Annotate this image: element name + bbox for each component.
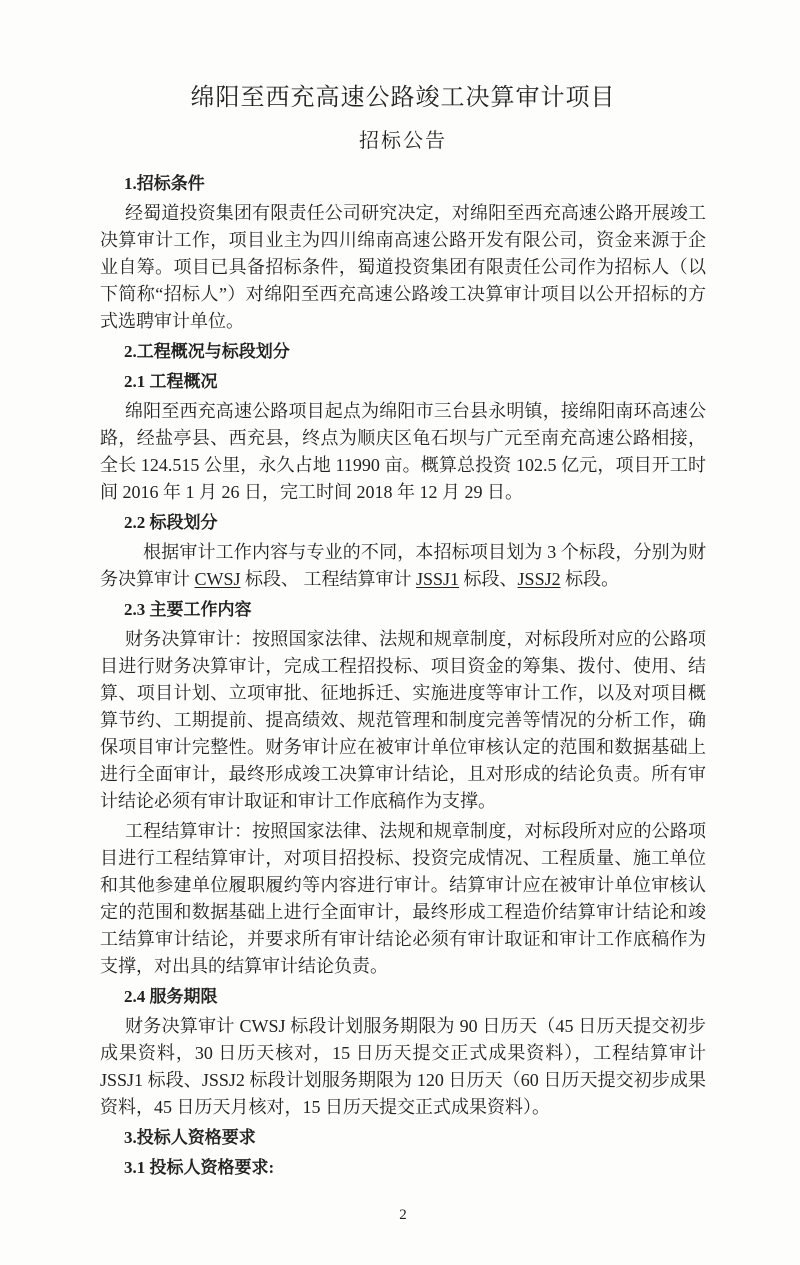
- lot-cwsj: CWSJ: [194, 569, 241, 589]
- section-3-1-heading: 3.1 投标人资格要求:: [124, 1158, 275, 1177]
- text: 标段。: [560, 569, 620, 589]
- section-2-4-heading: 2.4 服务期限: [124, 987, 218, 1006]
- document-title: 绵阳至西充高速公路竣工决算审计项目: [190, 85, 616, 111]
- section-2-1-heading: 2.1 工程概况: [124, 372, 218, 391]
- section-2-4-text: 财务决算审计 CWSJ 标段计划服务期限为 90 日历天（45 日历天提交初步成果资料，30 日历天核对，15 日历天提交正式成果资料），工程结算审计 JSSJ1 标段、JSSJ2 标段计划服务期限为 120 日历天（60 日历天提交初步成果资料，45 日历天月核对，15 日历天提交正式成果资料）。: [100, 1016, 706, 1117]
- text: 标段、: [459, 569, 518, 589]
- lot-jssj2: JSSJ2: [517, 569, 561, 589]
- section-2-1-text: 绵阳至西充高速公路项目起点为绵阳市三台县永明镇，接绵阳南环高速公路，经盐亭县、西充县，终点为顺庆区龟石坝与广元至南充高速公路相接，全长 124.515 公里，永久占地 11990 亩。概算总投资 102.5 亿元，项目开工时间 2016 年 1 月 26 日，完工时间 2018 年 12 月 29 日。: [100, 401, 706, 502]
- section-2-2-heading: 2.2 标段划分: [124, 513, 218, 532]
- section-2-2-text: [100, 539, 706, 593]
- section-1-text: 经蜀道投资集团有限责任公司研究决定，对绵阳至西充高速公路开展竣工决算审计工作，项目业主为四川绵南高速公路开发有限公司，资金来源于企业自筹。项目已具备招标条件，蜀道投资集团有限责任公司作为招标人（以下简称“招标人”）对绵阳至西充高速公路竣工决算审计项目以公开招标的方式选聘审计单位。: [100, 203, 706, 331]
- text: 根据审计工作内容与专业的不同，本招标项目划为 3 个标段，分别为财务决算审计: [100, 542, 706, 589]
- section-3-heading: 3.投标人资格要求: [124, 1128, 256, 1147]
- section-2-3-financial-audit: 财务决算审计：按照国家法律、法规和规章制度，对标段所对应的公路项目进行财务决算审计，完成工程招投标、项目资金的筹集、拨付、使用、结算、项目计划、立项审批、征地拆迁、实施进度等审计工作，以及对项目概算节约、工期提前、提高绩效、规范管理和制度完善等情况的分析工作，确保项目审计完整性。财务审计应在被审计单位审核认定的范围和数据基础上进行全面审计，最终形成竣工决算审计结论，且对形成的结论负责。所有审计结论必须有审计取证和审计工作底稿作为支撑。: [100, 629, 706, 811]
- page-number: 2: [399, 1207, 407, 1223]
- section-2-3-heading: 2.3 主要工作内容: [124, 600, 252, 619]
- section-2-3-engineering-audit: 工程结算审计：按照国家法律、法规和规章制度，对标段所对应的公路项目进行工程结算审计，对项目招投标、投资完成情况、工程质量、施工单位和其他参建单位履职履约等内容进行审计。结算审计应在被审计单位审核认定的范围和数据基础上进行全面审计，最终形成工程造价结算审计结论和竣工结算审计结论，并要求所有审计结论必须有审计取证和审计工作底稿作为支撑，对出具的结算审计结论负责。: [100, 821, 706, 976]
- text: 标段、 工程结算审计: [240, 569, 417, 589]
- lot-jssj1: JSSJ1: [416, 569, 460, 589]
- section-1-heading: 1.招标条件: [124, 174, 205, 193]
- document-subtitle: 招标公告: [359, 130, 447, 152]
- section-2-heading: 2.工程概况与标段划分: [124, 342, 290, 361]
